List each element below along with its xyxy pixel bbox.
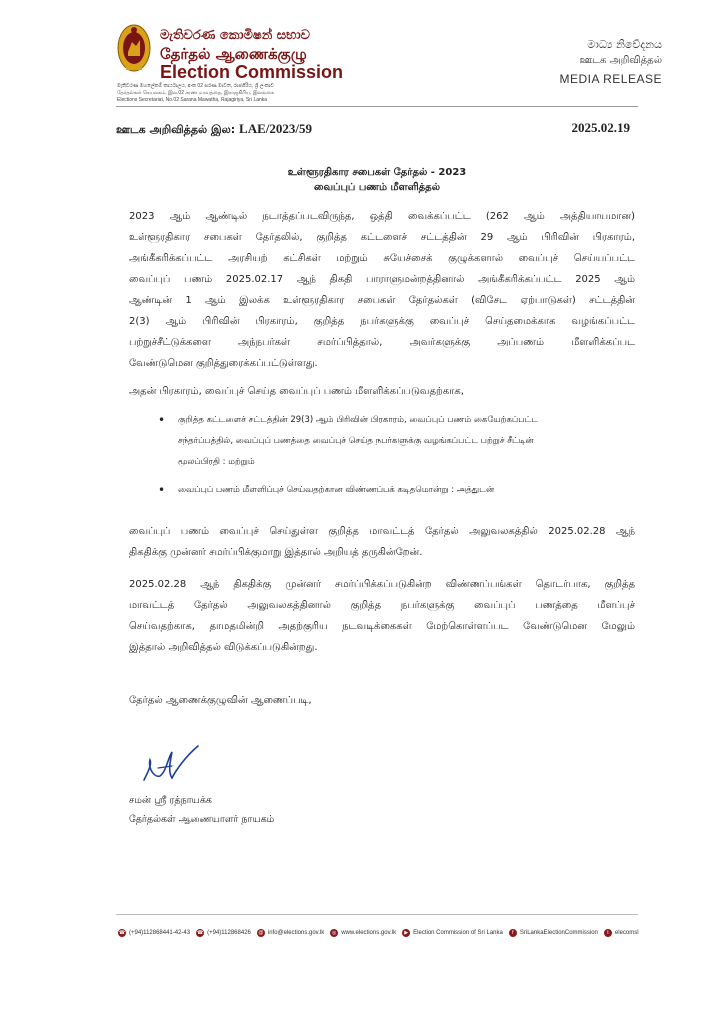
- text-line: செய்வதற்காக, தாமதமின்றி அதற்குரிய நடவடிக்கைகள் மேற்கொள்ளப்பட வேண்டுமென மேலும்: [129, 621, 635, 632]
- facebook-icon: f: [509, 929, 517, 937]
- paragraph-1: [129, 206, 635, 374]
- reference-label: ஊடக அறிவித்தல் இல:: [116, 123, 236, 136]
- closing-line: [129, 690, 635, 711]
- footer-facebook[interactable]: [509, 929, 598, 937]
- text-line: உள்ளூரதிகார சபைகள் தேர்தலில், குறித்த கட்டளைச் சட்டத்தின் 29 ஆம் பிரிவின் பிரகாரம்,: [129, 232, 635, 243]
- footer-phone-1: [118, 929, 190, 937]
- text-line: சந்தர்ப்பத்தில், வைப்புப் பணத்தை வைப்புச் செய்த நபர்களுக்கு வழங்கப்பட்ட பற்றுச் சீட்டின்: [178, 436, 534, 446]
- paragraph-3: [129, 521, 635, 563]
- text-line: 2(3) ஆம் பிரிவின் பிரகாரம், குறித்த நபர்களுக்கு வைப்புச் செய்தமைக்காக வழங்கப்பட்ட: [129, 316, 635, 327]
- text-line: பற்றுச்சீட்டுக்களை அந்நபர்கள் சமர்ப்பித்தால், அவர்களுக்கு அப்பணம் மீளளிக்கப்பட: [129, 337, 635, 348]
- footer-divider: [116, 914, 638, 915]
- reference-number: [116, 121, 312, 138]
- website-link[interactable]: www.elections.gov.lk: [341, 930, 397, 936]
- media-release-tamil: ஊடக அறிவித்தல்: [579, 55, 662, 66]
- contact-footer: [118, 926, 658, 940]
- twitter-icon: t: [604, 929, 612, 937]
- list-item: [158, 410, 634, 473]
- paragraph-2: [129, 381, 635, 402]
- english-title: Election Commission: [160, 62, 344, 82]
- text-line: மாவட்டத் தேர்தல் அலுவலகத்தினால் குறித்த நபர்களுக்கு வைப்புப் பணத்தை மீளப்புச்: [129, 600, 635, 611]
- text-line: ஆண்டின் 1 ஆம் இலக்க உள்ளூரதிகார சபைகள் தேர்தல்கள் (விசேட ஏற்பாடுகள்) சட்டத்தின்: [129, 295, 635, 306]
- text-line: 2023 ஆம் ஆண்டில் நடாத்தப்படவிருந்த, ஒத்தி வைக்கப்பட்ட (262 ஆம் அத்தியாயமான): [129, 211, 635, 222]
- fax-icon: ☎: [196, 930, 204, 936]
- footer-youtube[interactable]: [402, 929, 503, 937]
- footer-email[interactable]: [257, 929, 324, 937]
- requirements-list: [158, 410, 634, 501]
- header-divider: [116, 106, 638, 107]
- paragraph-4: [129, 574, 635, 658]
- twitter-link[interactable]: elecomsl: [614, 930, 639, 936]
- handwritten-signature: [138, 742, 204, 790]
- address-english: Elections Secretariat, No.02 Sarana Mawatha, Rajagiriya, Sri Lanka: [117, 97, 268, 103]
- footer-phone-2: [196, 929, 251, 937]
- sinhala-title: මැතිවරණ කොමිෂන් සභාව: [160, 28, 310, 43]
- media-release-english: MEDIA RELEASE: [559, 72, 662, 86]
- text-line: வைப்புப் பணம் வைப்புச் செய்துள்ள குறித்த மாவட்டத் தேர்தல் அலுவலகத்தில் 2025.02.28 ஆந்: [129, 526, 635, 537]
- reference-code: LAE/2023/59: [239, 121, 313, 136]
- address-sinhala: මැතිවරණ මහලේකම් කාර්යාලය, අංක 02 සරණ මාවත, රාජගිරිය, ශ්‍රී ලංකාව: [117, 83, 275, 89]
- address-tamil: தேர்தல்கள் செயலகம், இல.02 சரண மாவத்தை, இராஜகிரிய, இலங்கை: [117, 90, 275, 96]
- document-title: உள்ளூரதிகார சபைகள் தேர்தல் - 2023: [287, 167, 467, 178]
- text-line: இத்தால் அறிவித்தல் விடுக்கப்படுகின்றது.: [129, 642, 318, 653]
- youtube-icon: ▶: [402, 929, 410, 937]
- phone-number: (+94)112868441-42-43: [129, 930, 191, 936]
- release-date: 2025.02.19: [571, 120, 630, 135]
- text-line: வைப்புப் பணம் 2025.02.17 ஆந் திகதி பாராளுமன்றத்தினால் அங்கீகரிக்கப்பட்ட 2025 ஆம்: [129, 274, 635, 285]
- list-item: [158, 480, 634, 501]
- document-subtitle: வைப்புப் பணம் மீளளித்தல்: [313, 182, 440, 193]
- media-release-sinhala: මාධ්‍ය නිවේදනය: [587, 38, 662, 51]
- text-line: தேர்தல் ஆணைக்குழுவின் ஆணைப்படி,: [129, 695, 312, 706]
- national-emblem-icon: [116, 22, 152, 74]
- text-line: • குறித்த கட்டளைச் சட்டத்தின் 29(3) ஆம் பிரிவின் பிரகாரம், வைப்புப் பணம் கையேற்கப்பட்ட: [178, 415, 539, 425]
- text-line: அங்கீகரிக்கப்பட்ட அரசியற் கட்சிகள் மற்றும் சுயேச்சைக் குழுக்களால் வைப்புச் செய்யப்பட்ட: [129, 253, 635, 264]
- footer-website[interactable]: [330, 929, 396, 937]
- text-line: திகதிக்கு முன்னர் சமர்ப்பிக்குமாறு இத்தால் அறியத் தருகின்றேன்.: [129, 547, 423, 558]
- text-line: வேண்டுமென குறித்துரைக்கப்பட்டுள்ளது.: [129, 358, 318, 369]
- email-link[interactable]: info@elections.gov.lk: [267, 930, 325, 936]
- youtube-link[interactable]: Election Commission of Sri Lanka: [413, 930, 503, 936]
- footer-twitter[interactable]: [604, 929, 639, 937]
- text-line: 2025.02.28 ஆந் திகதிக்கு முன்னர் சமர்ப்பிக்கப்படுகின்ற விண்ணப்பங்கள் தொடர்பாக, குறித்த: [129, 579, 635, 590]
- text-line: • வைப்புப் பணம் மீளளிப்புச் செய்வதற்கான விண்ணப்பக் கடிதமொன்று : அத்துடன்: [178, 485, 495, 495]
- phone-icon: ☎: [118, 930, 126, 936]
- globe-icon: ◎: [332, 930, 337, 936]
- signatory-title: தேர்தல்கள் ஆணையாளர் நாயகம்: [129, 814, 275, 825]
- tamil-title: தேர்தல் ஆணைக்குழு: [160, 45, 307, 63]
- fax-number: (+94)112868426: [207, 930, 251, 936]
- text-line: மூலப்பிரதி : மற்றும்: [178, 457, 255, 467]
- facebook-link[interactable]: SriLankaElectionCommission: [519, 930, 598, 936]
- email-icon: @: [258, 930, 264, 936]
- text-line: அதன் பிரகாரம், வைப்புச் செய்த வைப்புப் பணம் மீளளிக்கப்படுவதற்காக,: [129, 386, 464, 397]
- signatory-name: சமன் ஸ்ரீ ரத்நாயக்க: [129, 795, 212, 806]
- letterhead: [0, 0, 724, 105]
